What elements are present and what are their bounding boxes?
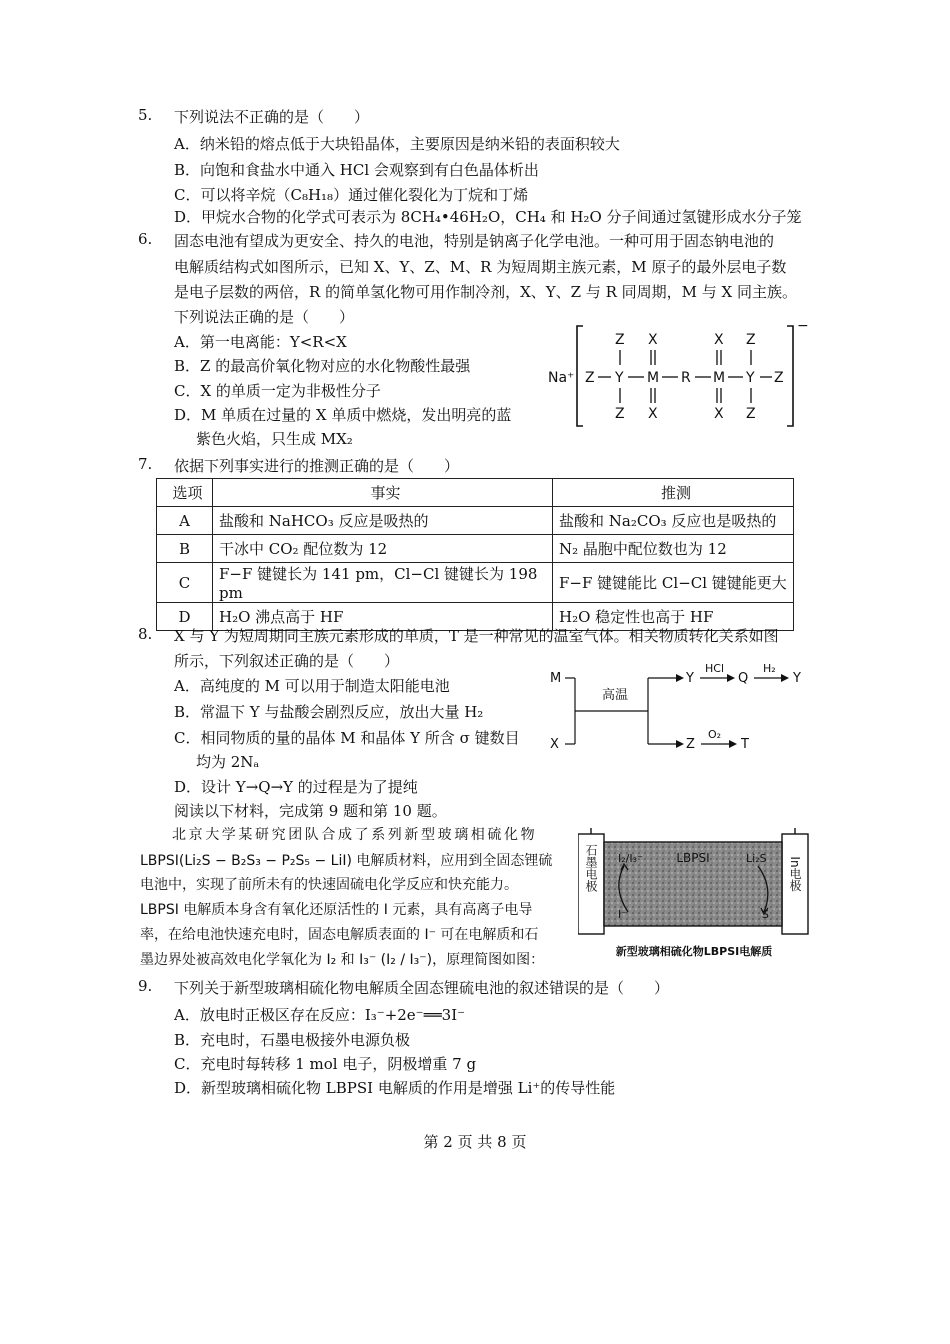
atom-x-bottom-right: X bbox=[714, 406, 724, 422]
atom-z-bottom-left: Z bbox=[615, 406, 625, 422]
q6-option-c: C．X 的单质一定为非极性分子 bbox=[174, 382, 381, 400]
sulfur-label: S bbox=[762, 908, 769, 921]
q5-stem: 下列说法不正确的是（ ） bbox=[174, 108, 370, 126]
reagent-h2: H₂ bbox=[763, 662, 776, 675]
atom-x-top-right: X bbox=[714, 332, 724, 348]
q5-option-b: B．向饱和食盐水中通入 HCl 会观察到有白色晶体析出 bbox=[174, 161, 539, 179]
in-electrode-label: In电极 bbox=[788, 856, 802, 892]
species-z: Z bbox=[686, 737, 695, 752]
q6-stem-line-1: 固态电池有望成为更安全、持久的电池，特别是钠离子化学电池。一种可用于固态钠电池的 bbox=[174, 232, 775, 250]
q9-option-c: C．充电时每转移 1 mol 电子，阴极增重 7 g bbox=[174, 1055, 477, 1073]
q9-option-b: B．充电时，石墨电极接外电源负极 bbox=[174, 1031, 411, 1049]
row-label: D bbox=[157, 603, 213, 631]
atom-z-bottom-right: Z bbox=[746, 406, 756, 422]
material-line-6: 墨边界处被高效电化学氧化为 I₂ 和 I₃⁻ (I₂ / I₃⁻)，原理简图如图： bbox=[140, 952, 545, 968]
q6-stem-line-4: 下列说法正确的是（ ） bbox=[174, 308, 355, 326]
battery-schematic-figure bbox=[578, 828, 810, 964]
q8-option-c: C．相同物质的量的晶体 M 和晶体 Y 所含 σ 键数目 bbox=[174, 729, 520, 747]
q9-number: 9. bbox=[138, 977, 153, 995]
row-label: B bbox=[157, 535, 213, 563]
atom-z-top-right: Z bbox=[746, 332, 756, 348]
row-label: A bbox=[157, 507, 213, 535]
species-y: Y bbox=[686, 671, 694, 686]
species-q: Q bbox=[738, 671, 749, 686]
q6-stem-line-3: 是电子层数的两倍，R 的简单氢化物可用作制冷剂，X、Y、Z 与 R 同周期，M 与 X 同主族。 bbox=[174, 283, 798, 301]
material-line-1: 北京大学某研究团队合成了系列新型玻璃相硫化物 bbox=[172, 827, 538, 843]
lbpsi-center-label: LBPSI bbox=[676, 851, 710, 865]
q9-option-a: A．放电时正极区存在反应：I₃⁻+2e⁻══3I⁻ bbox=[174, 1006, 466, 1024]
atom-m-left: M bbox=[647, 370, 660, 386]
species-t: T bbox=[741, 737, 749, 752]
q9-stem: 下列关于新型玻璃相硫化物电解质全固态锂硫电池的叙述错误的是（ ） bbox=[174, 979, 670, 997]
reagent-hcl: HCl bbox=[705, 662, 725, 675]
q5-option-a: A．纳米铅的熔点低于大块铅晶体，主要原因是纳米铅的表面积较大 bbox=[174, 135, 620, 153]
atom-z-left: Z bbox=[585, 370, 595, 386]
q6-option-b: B．Z 的最高价氧化物对应的水化物酸性最强 bbox=[174, 357, 471, 375]
sodium-ion: Na⁺ bbox=[548, 370, 575, 386]
q6-stem-line-2: 电解质结构式如图所示，已知 X、Y、Z、M、R 为短周期主族元素，M 原子的最外层电子数 bbox=[174, 258, 787, 276]
header-inference: 推测 bbox=[553, 479, 794, 507]
q8-number: 8. bbox=[138, 625, 153, 643]
q8-option-a: A．高纯度的 M 可以用于制造太阳能电池 bbox=[174, 677, 450, 695]
q7-number: 7. bbox=[138, 455, 153, 473]
reagent-o2: O₂ bbox=[708, 728, 722, 741]
atom-x-bottom-left: X bbox=[648, 406, 658, 422]
table-row bbox=[157, 535, 794, 563]
atom-y-left: Y bbox=[615, 370, 624, 386]
row-inference: F−F 键键能比 Cl−Cl 键键能更大 bbox=[553, 563, 794, 603]
table-row bbox=[157, 507, 794, 535]
table-row bbox=[157, 563, 794, 603]
anion-charge: − bbox=[797, 318, 809, 334]
species-m: M bbox=[550, 671, 562, 686]
row-fact: F−F 键键长为 141 pm，Cl−Cl 键键长为 198 pm bbox=[213, 563, 553, 603]
q6-option-a: A．第一电离能：Y<R<X bbox=[174, 333, 347, 351]
atom-x-top-left: X bbox=[648, 332, 658, 348]
atom-z-top-left: Z bbox=[615, 332, 625, 348]
q8-stem-line-2: 所示，下列叙述正确的是（ ） bbox=[174, 652, 400, 670]
li2s-label: Li₂S bbox=[746, 852, 767, 865]
header-fact: 事实 bbox=[213, 479, 553, 507]
q8-stem-line-1: X 与 Y 为短周期同主族元素形成的单质，T 是一种常见的温室气体。相关物质转化关系如图 bbox=[174, 627, 779, 645]
q8-option-b: B．常温下 Y 与盐酸会剧烈反应，放出大量 H₂ bbox=[174, 703, 484, 721]
q5-option-c: C．可以将辛烷（C₈H₁₈）通过催化裂化为丁烷和丁烯 bbox=[174, 186, 529, 204]
iodide-label: I⁻ bbox=[618, 908, 628, 921]
row-inference: N₂ 晶胞中配位数也为 12 bbox=[553, 535, 794, 563]
row-fact: 干冰中 CO₂ 配位数为 12 bbox=[213, 535, 553, 563]
condition-high-temp: 高温 bbox=[602, 688, 629, 703]
electrolyte-structure-diagram bbox=[545, 318, 815, 432]
graphite-electrode-label: 石墨电极 bbox=[584, 844, 598, 892]
q6-option-d-cont: 紫色火焰，只生成 MX₂ bbox=[196, 430, 353, 448]
atom-r: R bbox=[681, 370, 691, 386]
figure-caption: 新型玻璃相硫化物LBPSI电解质 bbox=[615, 945, 773, 958]
atom-z-right: Z bbox=[774, 370, 784, 386]
row-fact: H₂O 沸点高于 HF bbox=[213, 603, 553, 631]
q8-transformation-diagram bbox=[545, 660, 815, 760]
header-option: 选项 bbox=[157, 479, 213, 507]
q6-option-d: D．M 单质在过量的 X 单质中燃烧，发出明亮的蓝 bbox=[174, 406, 512, 424]
q8-option-c-cont: 均为 2Nₐ bbox=[196, 753, 260, 771]
atom-y-right: Y bbox=[746, 370, 755, 386]
q7-stem: 依据下列事实进行的推测正确的是（ ） bbox=[174, 457, 460, 475]
row-label: C bbox=[157, 563, 213, 603]
q5-option-d: D．甲烷水合物的化学式可表示为 8CH₄•46H₂O，CH₄ 和 H₂O 分子间通过氢键形成水分子笼 bbox=[174, 208, 802, 226]
row-inference: 盐酸和 Na₂CO₃ 反应也是吸热的 bbox=[553, 507, 794, 535]
species-y-final: Y bbox=[793, 671, 801, 686]
q6-number: 6. bbox=[138, 230, 153, 248]
q9-option-d: D．新型玻璃相硫化物 LBPSI 电解质的作用是增强 Li⁺的传导性能 bbox=[174, 1079, 616, 1097]
q5-number: 5. bbox=[138, 106, 153, 124]
material-line-4: LBPSI 电解质本身含有氧化还原活性的 I 元素，具有高离子电导 bbox=[140, 902, 533, 918]
species-x: X bbox=[550, 737, 559, 752]
page-footer: 第 2 页 共 8 页 bbox=[423, 1133, 527, 1151]
material-line-3: 电池中，实现了前所未有的快速固硫电化学反应和快充能力。 bbox=[140, 877, 518, 893]
material-line-2: LBPSI(Li₂S − B₂S₃ − P₂S₅ − LiI) 电解质材料，应用到全固态锂硫 bbox=[140, 853, 553, 869]
i2-i3-label: I₂/I₃⁻ bbox=[618, 852, 643, 865]
material-line-5: 率，在给电池快速充电时，固态电解质表面的 I⁻ 可在电解质和石 bbox=[140, 927, 539, 943]
q7-table bbox=[156, 478, 794, 631]
table-header-row bbox=[157, 479, 794, 507]
material-intro: 阅读以下材料，完成第 9 题和第 10 题。 bbox=[174, 802, 447, 820]
row-fact: 盐酸和 NaHCO₃ 反应是吸热的 bbox=[213, 507, 553, 535]
q8-option-d: D．设计 Y→Q→Y 的过程是为了提纯 bbox=[174, 778, 418, 796]
row-inference: H₂O 稳定性也高于 HF bbox=[553, 603, 794, 631]
atom-m-right: M bbox=[713, 370, 726, 386]
